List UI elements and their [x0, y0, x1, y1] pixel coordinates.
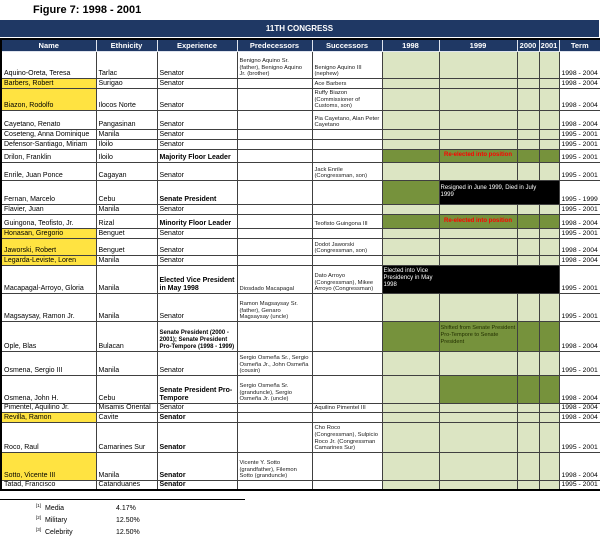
experience-cell: Senator [157, 52, 237, 79]
year-cell [539, 376, 559, 404]
term-cell: 1998 - 2004 [559, 404, 600, 413]
year-cell [539, 239, 559, 256]
predecessors-cell [237, 163, 312, 181]
table-row [1, 423, 600, 453]
ethnicity-cell: Cebu [96, 376, 157, 404]
successors-cell: Dodot Jaworski (Congressman, son) [312, 239, 382, 256]
table-body [1, 52, 600, 491]
table-row [1, 229, 600, 239]
year-cell [439, 413, 517, 423]
predecessors-cell [237, 215, 312, 229]
name-cell: Defensor-Santiago, Miriam [1, 140, 96, 150]
year-cell [539, 111, 559, 130]
predecessors-cell [237, 89, 312, 111]
ethnicity-cell: Manila [96, 352, 157, 376]
footnote-marker: [1] [36, 503, 42, 509]
name-cell: Fernan, Marcelo [1, 181, 96, 205]
year-cell [517, 376, 539, 404]
table-row [1, 111, 600, 130]
year-cell [439, 352, 517, 376]
predecessors-cell [237, 205, 312, 215]
year-cell [539, 140, 559, 150]
predecessors-cell: Sergio Osmeña Sr. (granduncle), Sergio Osmeña Jr. (uncle) [237, 376, 312, 404]
year-cell [539, 150, 559, 163]
footnote-marker: [2] [36, 515, 42, 521]
ethnicity-cell: Pangasinan [96, 111, 157, 130]
term-cell: 1998 - 2004 [559, 215, 600, 229]
successors-cell: Ace Barbers [312, 79, 382, 89]
predecessors-cell [237, 229, 312, 239]
year-cell [517, 140, 539, 150]
footnote-value: 12.50% [116, 529, 140, 537]
footnotes [36, 505, 600, 541]
year-cell [517, 52, 539, 79]
year-cell [439, 205, 517, 215]
table-row [1, 140, 600, 150]
name-cell: Pimentel, Aquilino Jr. [1, 404, 96, 413]
predecessors-cell [237, 79, 312, 89]
year-cell [439, 79, 517, 89]
year-cell [539, 163, 559, 181]
name-cell: Coseteng, Anna Dominique [1, 130, 96, 140]
name-cell: Macapagal-Arroyo, Gloria [1, 266, 96, 294]
successors-cell [312, 376, 382, 404]
ethnicity-cell: Camarines Sur [96, 423, 157, 453]
experience-cell: Senator [157, 352, 237, 376]
term-cell: 1995 - 2001 [559, 150, 600, 163]
year-cell [382, 294, 439, 322]
year-cell [517, 481, 539, 491]
name-cell: Legarda-Leviste, Loren [1, 256, 96, 266]
successors-cell: Benigno Aquino III (nephew) [312, 52, 382, 79]
year-cell [382, 256, 439, 266]
column-header-1999: 1999 [439, 39, 517, 52]
ethnicity-cell: Cebu [96, 181, 157, 205]
year-cell [382, 150, 439, 163]
column-header-successors: Successors [312, 39, 382, 52]
ethnicity-cell: Surigao [96, 79, 157, 89]
table-row [1, 79, 600, 89]
year-cell [539, 294, 559, 322]
year-cell [539, 413, 559, 423]
year-cell [517, 130, 539, 140]
predecessors-cell [237, 423, 312, 453]
table-row [1, 181, 600, 205]
year-cell [439, 404, 517, 413]
experience-cell: Senator [157, 256, 237, 266]
year-cell [539, 79, 559, 89]
name-cell: Cayetano, Renato [1, 111, 96, 130]
ethnicity-cell: Manila [96, 256, 157, 266]
column-header-experience: Experience [157, 39, 237, 52]
year-note: Shifted from Senate President Pro-Tempore to Senate President [440, 325, 516, 345]
table-row [1, 322, 600, 352]
successors-cell [312, 322, 382, 352]
year-cell [517, 352, 539, 376]
ethnicity-cell: Manila [96, 205, 157, 215]
footnote-value: 4.17% [116, 505, 136, 513]
year-cell [439, 52, 517, 79]
year-cell [439, 229, 517, 239]
name-cell: Flavier, Juan [1, 205, 96, 215]
footnote [36, 529, 600, 541]
figure-title: Figure 7: 1998 - 2001 [33, 4, 142, 16]
term-cell: 1998 - 2004 [559, 376, 600, 404]
ethnicity-cell: Manila [96, 453, 157, 481]
ethnicity-cell: Cagayan [96, 163, 157, 181]
experience-cell: Senator [157, 163, 237, 181]
year-cell [517, 413, 539, 423]
column-header-term: Term [559, 39, 600, 52]
successors-cell: Ruffy Biazon (Commissioner of Customs, son) [312, 89, 382, 111]
ethnicity-cell: Catanduanes [96, 481, 157, 491]
name-cell: Magsaysay, Ramon Jr. [1, 294, 96, 322]
term-cell: 1995 - 2001 [559, 352, 600, 376]
name-cell: Jaworski, Robert [1, 239, 96, 256]
year-cell [539, 52, 559, 79]
predecessors-cell [237, 256, 312, 266]
table-row [1, 376, 600, 404]
successors-cell [312, 256, 382, 266]
table-row [1, 352, 600, 376]
year-cell [439, 423, 517, 453]
year-cell [439, 140, 517, 150]
ethnicity-cell: Misamis Oriental [96, 404, 157, 413]
experience-cell: Senator [157, 140, 237, 150]
year-cell [539, 322, 559, 352]
year-cell [539, 352, 559, 376]
name-cell: Drilon, Franklin [1, 150, 96, 163]
footnote-value: 12.50% [116, 517, 140, 525]
year-cell [517, 79, 539, 89]
year-cell [517, 453, 539, 481]
name-cell: Honasan, Gregorio [1, 229, 96, 239]
figure-page [0, 4, 600, 545]
year-cell [517, 205, 539, 215]
year-cell [382, 423, 439, 453]
successors-cell: Aquilino Pimentel III [312, 404, 382, 413]
experience-cell: Majority Floor Leader [157, 150, 237, 163]
name-cell: Osmena, John H. [1, 376, 96, 404]
year-cell [439, 130, 517, 140]
term-cell: 1995 - 1999 [559, 181, 600, 205]
footnote-label: Military [45, 517, 68, 525]
year-cell [382, 163, 439, 181]
year-note: Re-elected into position [443, 152, 512, 159]
successors-cell: Teofisto Guingona III [312, 215, 382, 229]
name-cell: Enrile, Juan Ponce [1, 163, 96, 181]
year-cell [439, 322, 517, 352]
predecessors-cell [237, 481, 312, 491]
predecessors-cell [237, 404, 312, 413]
experience-cell: Senator [157, 423, 237, 453]
footnote-marker: [3] [36, 527, 42, 533]
successors-cell [312, 205, 382, 215]
table-row [1, 89, 600, 111]
footnote-label: Media [45, 505, 65, 513]
term-cell: 1995 - 2001 [559, 130, 600, 140]
table-row [1, 453, 600, 481]
ethnicity-cell: Iloilo [96, 140, 157, 150]
successors-cell: Dato Arroyo (Congressman), Mikee Arroyo (Congressman) [312, 266, 382, 294]
term-cell: 1995 - 2001 [559, 266, 600, 294]
experience-cell: Senator [157, 481, 237, 491]
year-cell [539, 256, 559, 266]
name-cell: Revilla, Ramon [1, 413, 96, 423]
experience-cell: Senator [157, 453, 237, 481]
successors-cell: Cho Roco (Congressman), Sulpicio Roco Jr. (Congressman Camarines Sur) [312, 423, 382, 453]
year-note: Resigned in June 1999, Died in July 1999 [440, 185, 537, 199]
year-cell [439, 256, 517, 266]
predecessors-cell [237, 239, 312, 256]
term-cell: 1998 - 2004 [559, 413, 600, 423]
column-header-ethnicity: Ethnicity [96, 39, 157, 52]
predecessors-cell: Ramon Magsaysay Sr. (father), Genaro Magsaysay (uncle) [237, 294, 312, 322]
experience-cell: Senate President Pro-Tempore [157, 376, 237, 404]
year-cell [382, 130, 439, 140]
predecessors-cell: Diosdado Macapagal [237, 266, 312, 294]
predecessors-cell: Benigno Aquino Sr. (father), Benigno Aquino Jr. (brother) [237, 52, 312, 79]
experience-cell: Senator [157, 111, 237, 130]
table-row [1, 130, 600, 140]
year-cell [382, 205, 439, 215]
name-cell: Barbers, Robert [1, 79, 96, 89]
year-cell [382, 215, 439, 229]
table-row [1, 205, 600, 215]
term-cell: 1995 - 2001 [559, 481, 600, 491]
predecessors-cell [237, 140, 312, 150]
experience-cell: Senator [157, 205, 237, 215]
year-cell [382, 404, 439, 413]
year-cell [439, 111, 517, 130]
year-cell [382, 481, 439, 491]
successors-cell: Jack Enrile (Congressman, son) [312, 163, 382, 181]
term-cell: 1995 - 2001 [559, 294, 600, 322]
year-cell [439, 215, 517, 229]
year-cell [382, 79, 439, 89]
year-cell [517, 229, 539, 239]
senators-table [0, 38, 600, 491]
table-row [1, 239, 600, 256]
experience-cell: Minority Floor Leader [157, 215, 237, 229]
congress-banner: 11TH CONGRESS [0, 20, 599, 37]
year-cell [439, 150, 517, 163]
year-cell [382, 89, 439, 111]
experience-cell: Senator [157, 79, 237, 89]
successors-cell [312, 294, 382, 322]
year-cell [439, 163, 517, 181]
table-row [1, 256, 600, 266]
experience-cell: Senator [157, 239, 237, 256]
year-cell [539, 453, 559, 481]
successors-cell [312, 352, 382, 376]
term-cell: 1998 - 2004 [559, 79, 600, 89]
year-cell [517, 111, 539, 130]
ethnicity-cell: Cavite [96, 413, 157, 423]
predecessors-cell [237, 150, 312, 163]
successors-cell [312, 150, 382, 163]
predecessors-cell [237, 413, 312, 423]
table-row [1, 266, 600, 294]
name-cell: Roco, Raul [1, 423, 96, 453]
experience-cell: Senator [157, 130, 237, 140]
year-cell [517, 256, 539, 266]
year-cell [439, 376, 517, 404]
successors-cell [312, 413, 382, 423]
term-cell: 1995 - 2001 [559, 205, 600, 215]
year-note: Elected into Vice Presidency in May 1998 [383, 267, 433, 288]
predecessors-cell [237, 181, 312, 205]
table-row [1, 163, 600, 181]
predecessors-cell: Vicente Y. Sotto (grandfather), Filemon Sotto (granduncle) [237, 453, 312, 481]
name-cell: Sotto, Vicente III [1, 453, 96, 481]
name-cell: Biazon, Rodolfo [1, 89, 96, 111]
table-row [1, 481, 600, 491]
successors-cell [312, 229, 382, 239]
year-cell [539, 229, 559, 239]
experience-cell: Senate President (2000 - 2001); Senate President Pro-Tempore (1998 - 1999) [157, 322, 237, 352]
experience-cell: Senate President [157, 181, 237, 205]
ethnicity-cell: Rizal [96, 215, 157, 229]
predecessors-cell [237, 322, 312, 352]
year-cell [382, 266, 559, 294]
year-cell [517, 163, 539, 181]
ethnicity-cell: Manila [96, 130, 157, 140]
year-cell [382, 322, 439, 352]
term-cell: 1995 - 2001 [559, 140, 600, 150]
term-cell: 1998 - 2004 [559, 89, 600, 111]
term-cell: 1998 - 2004 [559, 256, 600, 266]
year-cell [439, 453, 517, 481]
year-cell [439, 481, 517, 491]
column-header-1998: 1998 [382, 39, 439, 52]
ethnicity-cell: Benguet [96, 229, 157, 239]
term-cell: 1998 - 2004 [559, 322, 600, 352]
year-cell [382, 376, 439, 404]
experience-cell: Senator [157, 404, 237, 413]
year-cell [539, 423, 559, 453]
year-cell [517, 150, 539, 163]
year-cell [382, 413, 439, 423]
term-cell: 1998 - 2004 [559, 453, 600, 481]
successors-cell: Pia Cayetano, Alan Peter Cayetano [312, 111, 382, 130]
year-cell [382, 140, 439, 150]
name-cell: Ople, Blas [1, 322, 96, 352]
year-cell [517, 215, 539, 229]
term-cell: 1998 - 2004 [559, 239, 600, 256]
table-row [1, 52, 600, 79]
ethnicity-cell: Manila [96, 294, 157, 322]
year-cell [539, 130, 559, 140]
year-cell [539, 404, 559, 413]
year-cell [439, 89, 517, 111]
predecessors-cell [237, 111, 312, 130]
table-row [1, 215, 600, 229]
year-cell [439, 239, 517, 256]
table-row [1, 404, 600, 413]
year-cell [539, 215, 559, 229]
year-cell [382, 239, 439, 256]
column-header-2001: 2001 [540, 41, 558, 50]
successors-cell [312, 481, 382, 491]
name-cell: Tatad, Francisco [1, 481, 96, 491]
year-cell [439, 294, 517, 322]
year-cell [382, 453, 439, 481]
footnote-label: Celebrity [45, 529, 73, 537]
ethnicity-cell: Benguet [96, 239, 157, 256]
name-cell: Guingona, Teofisto, Jr. [1, 215, 96, 229]
predecessors-cell [237, 130, 312, 140]
column-header-2000: 2000 [517, 39, 539, 52]
experience-cell: Senator [157, 229, 237, 239]
year-cell [539, 205, 559, 215]
successors-cell [312, 130, 382, 140]
year-cell [382, 111, 439, 130]
year-cell [517, 404, 539, 413]
table-header [1, 39, 600, 52]
year-cell [382, 181, 439, 205]
year-cell [517, 423, 539, 453]
term-cell: 1995 - 2001 [559, 163, 600, 181]
ethnicity-cell: Ilocos Norte [96, 89, 157, 111]
year-cell [382, 229, 439, 239]
year-cell [539, 481, 559, 491]
term-cell: 1998 - 2004 [559, 52, 600, 79]
year-cell [517, 239, 539, 256]
ethnicity-cell: Iloilo [96, 150, 157, 163]
year-cell [517, 294, 539, 322]
year-cell [382, 52, 439, 79]
year-cell [517, 89, 539, 111]
column-header-name: Name [1, 39, 96, 52]
experience-cell: Senator [157, 89, 237, 111]
year-cell [517, 322, 539, 352]
ethnicity-cell: Manila [96, 266, 157, 294]
table-row [1, 150, 600, 163]
year-note: Re-elected into position [443, 217, 512, 224]
successors-cell [312, 453, 382, 481]
ethnicity-cell: Tarlac [96, 52, 157, 79]
table-row [1, 413, 600, 423]
footnote-separator [0, 499, 245, 500]
year-cell [539, 89, 559, 111]
experience-cell: Elected Vice President in May 1998 [157, 266, 237, 294]
ethnicity-cell: Bulacan [96, 322, 157, 352]
column-header-predecessors: Predecessors [237, 39, 312, 52]
term-cell: 1995 - 2001 [559, 423, 600, 453]
term-cell: 1995 - 2001 [559, 229, 600, 239]
term-cell: 1998 - 2004 [559, 111, 600, 130]
table-row [1, 294, 600, 322]
successors-cell [312, 140, 382, 150]
year-cell [439, 181, 559, 205]
year-cell [382, 352, 439, 376]
successors-cell [312, 181, 382, 205]
header-row [1, 39, 600, 52]
name-cell: Aquino-Oreta, Teresa [1, 52, 96, 79]
name-cell: Osmena, Sergio III [1, 352, 96, 376]
experience-cell: Senator [157, 294, 237, 322]
predecessors-cell: Sergio Osmeña Sr., Sergio Osmeña Jr., John Osmeña (cousin) [237, 352, 312, 376]
experience-cell: Senator [157, 413, 237, 423]
footnote [36, 505, 600, 517]
footnote [36, 517, 600, 529]
